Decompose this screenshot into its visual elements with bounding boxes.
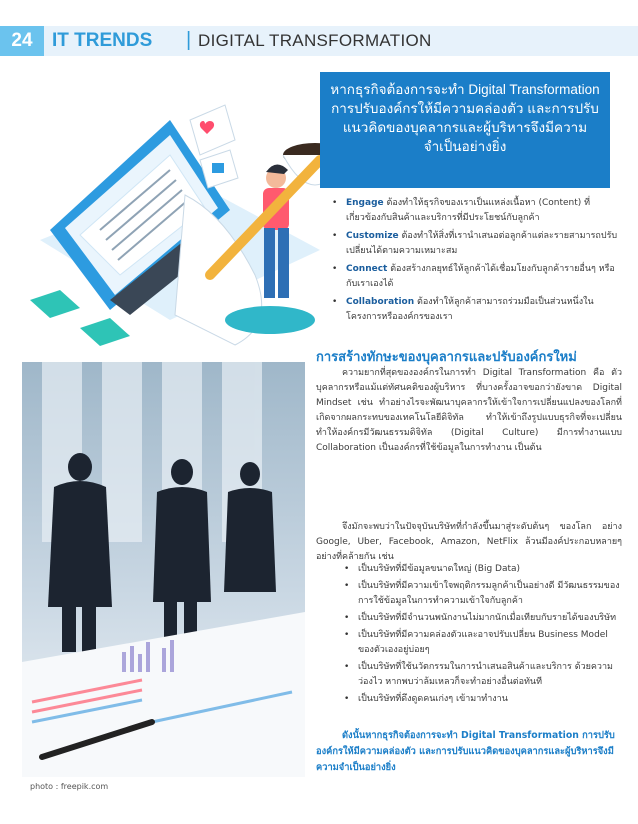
list-text: ต้องทำให้สิ่งที่เรานำเสนอต่อลูกค้าแต่ละรายสามารถปรับเปลี่ยนได้ตามความเหมาะสม (346, 231, 618, 256)
section-name: IT TRENDS (52, 30, 153, 51)
list-keyword: Engage (346, 198, 384, 208)
list-item (330, 262, 620, 292)
list-text: ต้องทำให้ลูกค้าสามารถร่วมมือเป็นส่วนหนึ่งในโครงการหรือองค์กรของเรา (346, 297, 594, 322)
body-paragraph: จึงมักจะพบว่าในปัจจุบันบริษัทที่กำลังขึ้นมาสู่ระดับต้นๆ ของโลก อย่าง Google, Uber, Facebook, Amazon, NetFlix ล้วนมีองค์ประกอบหลายๆ อย่างที่คล้ายกัน เช่น (316, 522, 622, 562)
photo-credit: photo : freepik.com (30, 782, 109, 791)
list-item (330, 295, 620, 325)
list-item: • เป็นบริษัทที่มีข้อมูลขนาดใหญ่ (Big Data) (342, 562, 624, 577)
business-meeting-photo (22, 362, 305, 777)
title-strip (44, 26, 638, 56)
section-heading: การสร้างทักษะของบุคลากรและปรับองค์กรใหม่ (316, 349, 577, 364)
list-keyword: Customize (346, 231, 399, 241)
page-title: DIGITAL TRANSFORMATION (198, 31, 432, 50)
body-paragraph: ความยากที่สุดขององค์กรในการทำ Digital Transformation คือ ตัวบุคลากรหรือแม้แต่ทัศนคติของผู้บริหาร ที่บางครั้งอาจขอกว่ายังขาด Digital Mindset เช่น ทำอย่างไรจะพัฒนาบุคลากรให้เข้าใจการเปลี่ยนแปลงของโลกที่เกิดจากผลกระทบของเทคโนโลยีดิจิทัล ทำให้เข้าถึงรูปแบบธุรกิจที่จะเปลี่ยน ทำให้องค์กรมีวัฒนธรรมดิจิทัล (Digital Culture) มีการทำงานแบบ Collaboration เป็นองค์กรที่ใช้ข้อมูลในการทำงาน เป็นต้น (316, 368, 622, 453)
list-item: • เป็นบริษัทที่มีจำนวนพนักงานไม่มากนักเมื่อเทียบกับรายได้ของบริษัท (342, 611, 624, 626)
digital-content-illustration (20, 60, 350, 360)
strategy-list (330, 196, 620, 328)
page-header (0, 26, 638, 56)
title-separator: | (186, 29, 192, 51)
company-traits-list (342, 562, 624, 709)
list-item: • เป็นบริษัทที่ใช้นวัตกรรมในการนำเสนอสินค้าและบริการ ด้วยความว่องไว หากพบว่าล้มเหลวก็จะทำอย่างอื่นต่อทันที (342, 660, 624, 690)
list-keyword: Collaboration (346, 297, 415, 307)
list-item: • เป็นบริษัทที่มีความเข้าใจพฤติกรรมลูกค้าเป็นอย่างดี มีวัฒนธรรมของการใช้ข้อมูลในการทำความเข้าใจกับลูกค้า (342, 579, 624, 609)
list-keyword: Connect (346, 264, 388, 274)
list-item (330, 229, 620, 259)
conclusion-paragraph: ดังนั้นหากธุรกิจต้องการจะทำ Digital Transformation การปรับองค์กรให้มีความคล่องตัว และการปรับแนวคิดของบุคลากรและผู้บริหารจึงมีความจำเป็นอย่างยิ่ง (316, 730, 615, 773)
page-number: 24 (0, 26, 44, 56)
list-item: • เป็นบริษัทที่ดึงดูดคนเก่งๆ เข้ามาทำงาน (342, 692, 624, 707)
list-text: ต้องทำให้ธุรกิจของเราเป็นแหล่งเนื้อหา (Content) ที่เกี่ยวข้องกับสินค้าและบริการที่มีประโยชน์กับลูกค้า (346, 198, 591, 223)
list-item: • เป็นบริษัทที่มีความคล่องตัวและอาจปรับเปลี่ยน Business Model ของตัวเองอยู่บ่อยๆ (342, 628, 624, 658)
list-item (330, 196, 620, 226)
list-text: ต้องสร้างกลยุทธ์ให้ลูกค้าได้เชื่อมโยงกับลูกค้ารายอื่นๆ หรือกับเราเองได้ (346, 264, 615, 289)
pull-quote: หากธุรกิจต้องการจะทำ Digital Transformation การปรับองค์กรให้มีความคล่องตัว และการปรับแนวคิดของบุคลากรและผู้บริหารจึงมีความจำเป็นอย่างยิ่ง (330, 82, 600, 154)
pull-quote-box (320, 72, 610, 188)
